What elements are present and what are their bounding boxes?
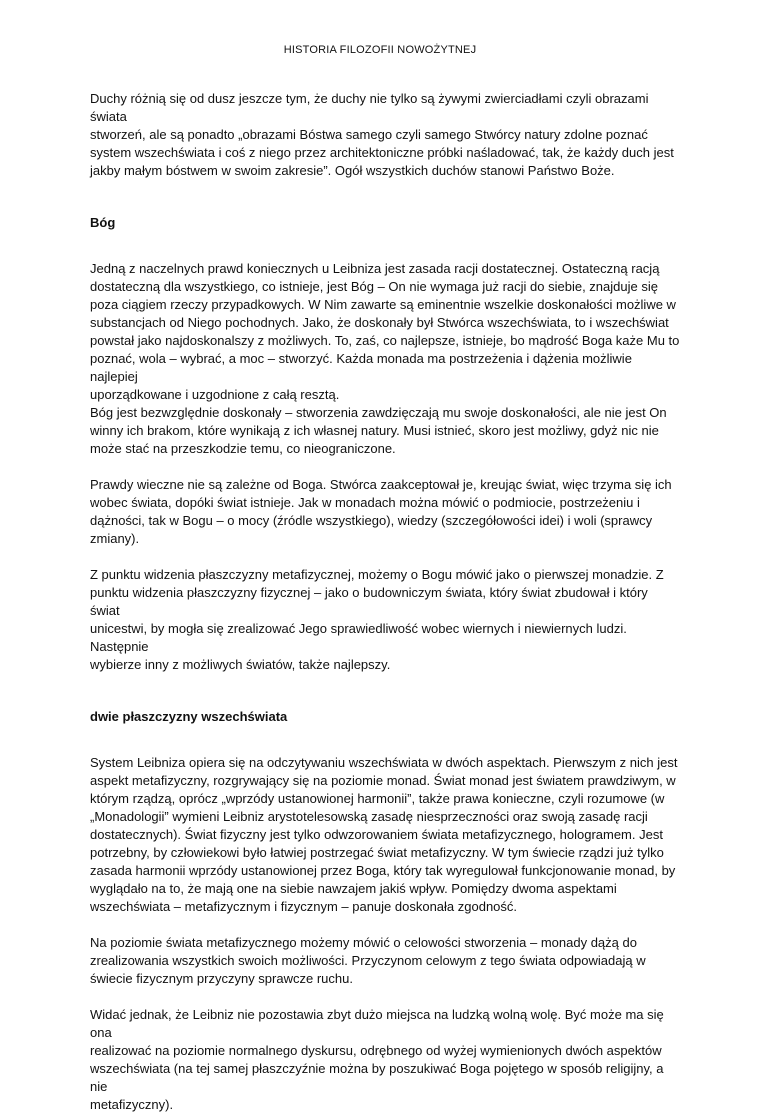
- god-paragraph-3: Z punktu widzenia płaszczyzny metafizycznej, możemy o Bogu mówić jako o pierwszej monadzie. Z punktu widzenia płaszczyzny fizycznej – jako o budowniczym świata, który świat zbudował i który świat unicestwi, by mogła się zrealizować Jego sprawiedliwość wobec wiernych i niewiernych ludzi. Następnie wybierze inny z możliwych światów, także najlepszy.: [90, 567, 664, 672]
- intro-paragraph: Duchy różnią się od dusz jeszcze tym, że duchy nie tylko są żywymi zwierciadłami czyli obrazami świata stworzeń, ale są ponadto „obrazami Bóstwa samego czyli samego Stwórcy natury zdolne poznać system wszechświata i coś z niego przez architektoniczne próbki naśladować, tak, że każdy duch jest jakby małym bóstwem w swoim zakresie”. Ogół wszystkich duchów stanowi Państwo Boże.: [90, 91, 674, 178]
- god-paragraph-1: Jedną z naczelnych prawd koniecznych u Leibniza jest zasada racji dostatecznej. Ostateczną racją dostateczną dla wszystkiego, co istnieje, jest Bóg – On nie wymaga już racji do siebie, znajduje się poza ciągiem rzeczy przypadkowych. W Nim zawarte są eminentnie wszelkie doskonałości możliwe w substancjach od Niego pochodnych. Jako, że doskonały był Stwórca wszechświata, to i wszechświat powstał jako najdoskonalszy z możliwych. To, zaś, co najlepsze, istnieje, bo mądrość Boga każe Mu to poznać, wola – wybrać, a moc – stworzyć. Każda monada ma postrzeżenia i dążenia możliwie najlepiej uporządkowane i uzgodnione z całą resztą. Bóg jest bezwzględnie doskonały – stworzenia zawdzięczają mu swoje doskonałości, ale nie jest On winny ich brakom, które wynikają z ich własnej natury. Musi istnieć, skoro jest możliwy, gdyż nic nie może stać na przeszkodzie temu, co nieograniczone.: [90, 261, 680, 456]
- planes-paragraph-1: System Leibniza opiera się na odczytywaniu wszechświata w dwóch aspektach. Pierwszym z nich jest aspekt metafizyczny, rozgrywający się na poziomie monad. Świat monad jest światem prawdziwym, w którym rządzą, oprócz „wprzódy ustanowionej harmonii”, także prawa konieczne, czyli rozumowe (w „Monadologii” wymieni Leibniz arystotelesowską zasadę niesprzeczności oraz swoją zasadę racji dostatecznych). Świat fizyczny jest tylko odwzorowaniem świata metafizycznego, hologramem. Jest potrzebny, by człowiekowi było łatwiej postrzegać świat metafizyczny. W tym świecie rządzi już tylko zasada harmonii wprzódy ustanowionej przez Boga, który tak wyregulował funkcjonowanie monad, by wyglądało na to, że mają one na siebie nawzajem jakiś wpływ. Pomiędzy dwoma aspektami wszechświata – metafizycznym i fizycznym – panuje doskonała zgodność.: [90, 755, 678, 914]
- spacer: [90, 726, 680, 754]
- spacer: [90, 988, 680, 1006]
- section-heading-planes: dwie płaszczyzny wszechświata: [90, 709, 288, 724]
- planes-paragraph-3: Widać jednak, że Leibniz nie pozostawia zbyt dużo miejsca na ludzką wolną wolę. Być może ma się ona realizować na poziomie normalnego dyskursu, odrębnego od wyżej wymienionych dwóch aspektów wszechświata (na tej samej płaszczyźnie można by poszukiwać Boga pojętego w sposób religijny, a nie metafizyczny).: [90, 1007, 664, 1112]
- spacer: [90, 674, 680, 708]
- spacer: [90, 548, 680, 566]
- god-paragraph-2: Prawdy wieczne nie są zależne od Boga. Stwórca zaakceptował je, kreując świat, więc trzyma się ich wobec świata, dopóki świat istnieje. Jak w monadach można mówić o podmiocie, postrzeżeniu i dążności, tak w Bogu – o mocy (źródle wszystkiego), wiedzy (szczegółowości idei) i woli (sprawcy zmiany).: [90, 477, 672, 546]
- planes-paragraph-2: Na poziomie świata metafizycznego możemy mówić o celowości stworzenia – monady dążą do zrealizowania wszystkich swoich możliwości. Przyczynom celowym z tego świata odpowiadają w świecie fizycznym przyczyny sprawcze ruchu.: [90, 935, 646, 986]
- spacer: [90, 232, 680, 260]
- spacer: [90, 458, 680, 476]
- spacer: [90, 916, 680, 934]
- section-heading-god: Bóg: [90, 215, 116, 230]
- document-body: [90, 90, 680, 1114]
- running-header: HISTORIA FILOZOFII NOWOŻYTNEJ: [283, 44, 477, 56]
- spacer: [90, 180, 680, 214]
